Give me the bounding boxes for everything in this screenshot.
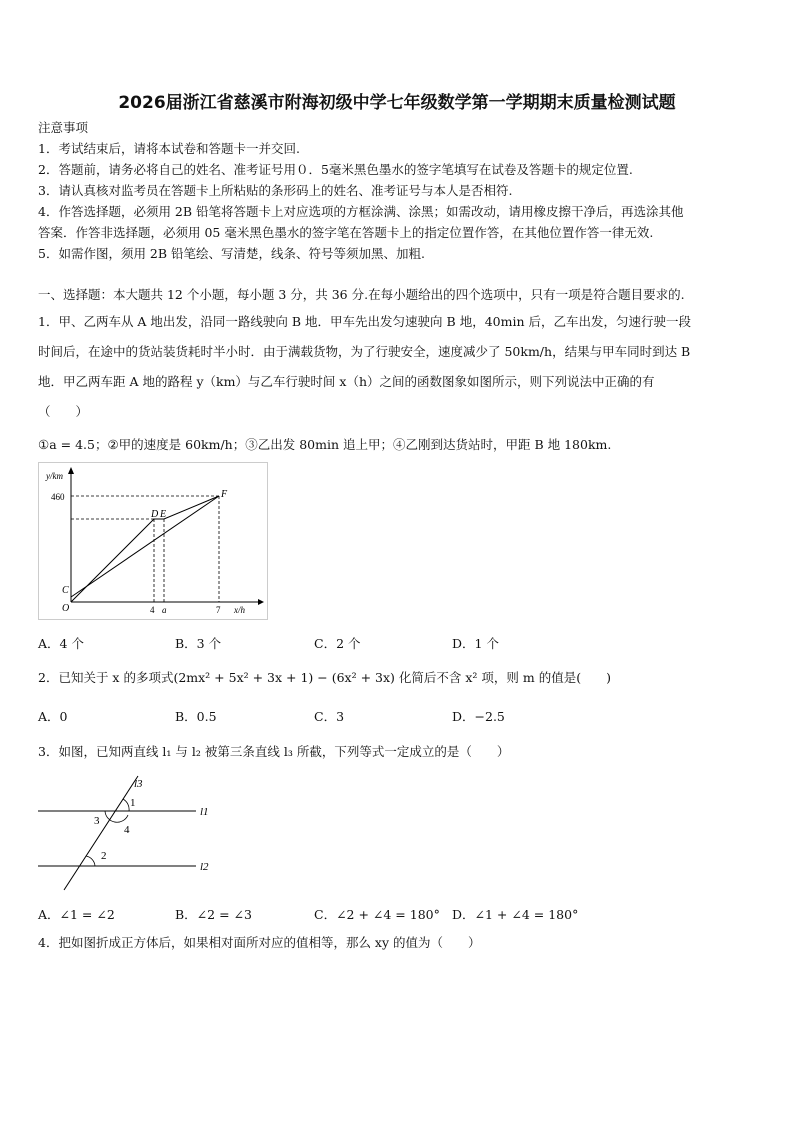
q2-text: 2．已知关于 x 的多项式(2mx² + 5x² + 3x + 1) − (6x² + 3x) 化简后不含 x² 项，则 m 的值是( ) — [38, 670, 611, 685]
q1-option-a: A．4 个 — [38, 636, 84, 651]
q1-function-graph — [38, 462, 268, 620]
y-tick-460: 460 — [51, 492, 65, 502]
label-l2: l2 — [200, 861, 209, 873]
point-d-label: D — [151, 509, 159, 520]
label-l3: l3 — [134, 778, 143, 790]
x-tick-a: a — [162, 605, 167, 615]
point-e-label: E — [160, 509, 167, 520]
x-tick-7: 7 — [216, 605, 221, 615]
q1-option-d: D．1 个 — [452, 636, 499, 651]
q1-line: 时间后，在途中的货站装货耗时半小时．由于满载货物，为了行驶安全，速度减少了 50km/h，结果与甲车同时到达 B — [38, 344, 691, 359]
y-axis-label: y/km — [46, 471, 63, 481]
q2-option-c: C．3 — [314, 709, 345, 724]
x-axis-arrow — [258, 599, 264, 605]
q3-option-d: D．∠1 + ∠4 = 180° — [452, 907, 579, 922]
q2-option-a: A．0 — [38, 709, 68, 724]
label-angle-4: 4 — [124, 824, 130, 836]
angle-2-arc — [86, 856, 95, 866]
q3-option-a: A．∠1 = ∠2 — [38, 907, 115, 922]
q1-line: 地．甲乙两车距 A 地的路程 y（km）与乙车行驶时间 x（h）之间的函数图象如图所示，则下列说法中正确的有 — [38, 374, 655, 389]
point-c-label: C — [62, 585, 69, 596]
label-angle-2: 2 — [101, 850, 107, 862]
q1-option-c: C．2 个 — [314, 636, 361, 651]
line-car-b — [71, 496, 219, 602]
q2-option-b: B．0.5 — [175, 709, 217, 724]
x-axis-label: x/h — [234, 605, 245, 615]
label-l1: l1 — [200, 806, 209, 818]
notice-item: 5．如需作图，须用 2B 铅笔绘、写清楚，线条、符号等须加黑、加粗. — [38, 246, 426, 261]
notice-heading: 注意事项 — [38, 120, 89, 135]
q1-option-b: B．3 个 — [175, 636, 222, 651]
q3-text: 3．如图，已知两直线 l₁ 与 l₂ 被第三条直线 l₃ 所截，下列等式一定成立的是（ ） — [38, 744, 510, 759]
line-car-a — [71, 496, 219, 597]
angle-1-arc — [123, 799, 129, 811]
section-heading: 一、选择题：本大题共 12 个小题，每小题 3 分，共 36 分.在每小题给出的四个选项中，只有一项是符合题目要求的. — [38, 287, 685, 302]
notice-item: 3．请认真核对监考员在答题卡上所粘贴的条形码上的姓名、准考证号与本人是否相符. — [38, 183, 513, 198]
point-o-label: O — [62, 603, 70, 614]
angle-3-4-arc — [105, 811, 128, 822]
notice-item: 2．答题前，请务必将自己的姓名、准考证号用０．5毫米黑色墨水的签字笔填写在试卷及答题卡的规定位置. — [38, 162, 633, 177]
q1-line: （ ） — [38, 404, 89, 419]
label-angle-1: 1 — [130, 797, 136, 809]
y-axis-arrow — [68, 467, 74, 474]
q4-text: 4．把如图折成正方体后，如果相对面所对应的值相等，那么 xy 的值为（ ） — [38, 935, 481, 950]
q2-option-d: D．−2.5 — [452, 709, 505, 724]
page-title: 2026届浙江省慈溪市附海初级中学七年级数学第一学期期末质量检测试题 — [118, 93, 676, 113]
notice-item: 4．作答选择题，必须用 2B 铅笔将答题卡上对应选项的方框涂满、涂黑；如需改动，请用橡皮擦干净后，再选涂其他 — [38, 204, 684, 219]
point-f-label: F — [221, 489, 228, 500]
notice-item: 答案．作答非选择题，必须用 05 毫米黑色墨水的签字笔在答题卡上的指定位置作答，在其他位置作答一律无效. — [38, 225, 654, 240]
label-angle-3: 3 — [94, 815, 100, 827]
x-tick-4: 4 — [150, 605, 155, 615]
q3-lines-figure — [34, 770, 224, 896]
q3-option-c: C．∠2 + ∠4 = 180° — [314, 907, 440, 922]
q3-option-b: B．∠2 = ∠3 — [175, 907, 252, 922]
q1-line: 1．甲、乙两车从 A 地出发，沿同一路线驶向 B 地．甲车先出发匀速驶向 B 地，40min 后，乙车出发，匀速行驶一段 — [38, 314, 691, 329]
q1-statements: ①a = 4.5；②甲的速度是 60km/h；③乙出发 80min 追上甲；④乙刚到达货站时，甲距 B 地 180km. — [38, 437, 612, 452]
notice-item: 1．考试结束后，请将本试卷和答题卡一并交回. — [38, 141, 300, 156]
